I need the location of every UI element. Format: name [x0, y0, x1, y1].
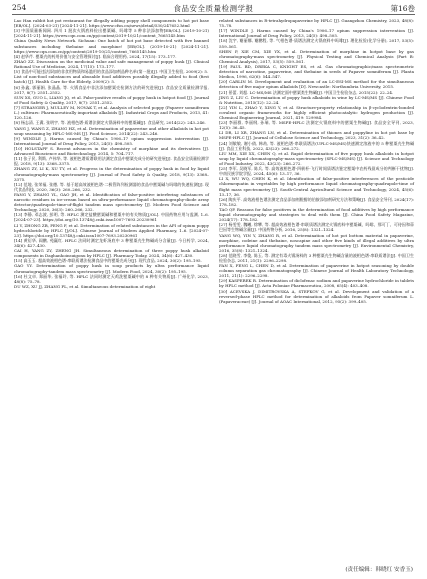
references-left-column — [14, 18, 209, 289]
reference-entry: LI Y, ZHONG ZB, PENG F, et al. Determination of related substances in the API of opium poppy hydrochloride by HPLC [J/OL]. Chinese Journal of Modern Applied Pharmacy, 1–6. [2024-07-23]. https://doi.org/10.13748/j.cnki.issn1007-7693.20230961 — [14, 222, 209, 238]
references-right-column — [219, 18, 414, 304]
reference-entry: TAO QP. Reasons for false positives in the determination of food additives by high performance liquid chromatography and strategies to deal with them [J]. China Food Safety Magazine, 2024(17): 178–182. — [219, 206, 414, 223]
reference-entry: DU WZ, XU JJ, ZHANG FL, et al. Simultaneous determination of eight — [14, 283, 156, 289]
reference-entry: YANG J, WANG Z, ZHANG HZ, et al. Determination of papaverine and other alkaloids in hot pot soup seasoning by HPLC-MS-MS [J]. Food Science, 2014(22): 243–246. — [14, 125, 209, 136]
reference-entry: YANG WQ, YIN Y, ZHANG R, et al. Determination of hot pot bottom material in papaverine, morphine, codeine and thebaine, noscapine and other five kinds of illegal additives by ultra performance liquid chromatography tandem mass spectrometry [J]. Environmental Chemistry, 2016, 35(8): 1321–1324. — [219, 232, 414, 253]
reference-entry: SUN XS, GUO L, LIANG JQ, et al. False-positive results of poppy husk in hotpot food [J]. Journal of Food Safety & Quality, 2017, 8(7): 2551–2552. — [14, 94, 209, 105]
journal-title: 食品安全质量检测学报 — [173, 4, 254, 13]
reference-entry: related substances in R-tetrahydropapaverine by HPLC [J]. Guangzhou Chemistry, 2023, 48(8): 75–78. — [219, 18, 414, 29]
reference-entry: [13] 李静, 邓志波, 彭明, 等. HPLC 测定盐酸罂粟碱和罂粟中的有关物质[J/OL]. 中国药物应用与监测, 1–6. [2024-07-23]. https://doi.org/10.13748/j.cnki.issn1007-7693.20230961 — [14, 212, 209, 223]
reference-entry: [16] 杜文卓, 郑丽华, 张福玲, 等. HPLC 法同时测定天鸡洗罂粟碱中的 8 种有关物质[J]. 广州化学, 2023, 48(8): 75–78. — [14, 273, 209, 284]
editor-credit: (责任编辑：韩晓红 安香玉) — [345, 567, 413, 573]
reference-entry: [27] 杨雯雯, 魏曦, 徐攀, 等. 超高效液相色谱-串联质谱法测定火锅底料中罂粟碱、吗啡、那可丁、可待因和蒂巴因等生物碱含量[J]. 中国药物分析, 2016, 25(8): 1321–1324. — [219, 222, 414, 233]
reference-entry: [3] 中国质量新闻网. 四川 1 批次火锅底料检出罂粟碱、吗啡等 5 种非法添加物[EB/OL]. (2019-10-21) [2024-11-21]. https://www.cqn.com.cn/pp/content/2019-10/21/content_7665145.htm — [14, 28, 209, 39]
reference-entry: LI X, WU WQ, CHEN K, et al. Identification of false-positive interferences of the pesticide chlormequatin in vegetables by high performance liquid chromatography-quadrupole-time of flight mass spectrometry [J]. South-Central Agricultural Science and Technology, 2024, 45(6): 13–17, 36. — [219, 176, 414, 197]
reference-entry: FANG Y, ZHANG YL, GAO JH, et al. Identification of false-positive interfering substances of narcotic residues in ice-cream based on ultra-performance liquid chromatography-diode array detector/quadrupole-time-of-flight tandem mass spectrometry [J]. Modern Food Science and Technology, 2020, 36(3): 260–266, 232. — [14, 191, 209, 213]
reference-entry: LIU MM, XIE XX, CHEN Q, et al. Rapid determination of five poppy husk alkaloids in hotpot soup by liquid chromatography-mass spectrometry (SPLC-MS/MS) [J]. Science and Technology of Food Industry, 2022, 43(23): 266–272. — [219, 150, 414, 166]
reference-entry: ZHANG ZY, LI K, XU TY, et al. Progress in the determination of poppy husk in food by liquid chromatography-mass spectrometry [J]. Journal of Food Safety & Quality, 2018, 9(13): 3368–3375. — [14, 166, 209, 182]
reference-entry: [22] YIN L, ZHAO Y, XING Y, et al. Structure-property relationship in β-cyclodextrin-bonded covalent organic frameworks for highly efficient photocatalytic hydrogen production [J]. Chemical Engineering Journal, 2021, 419: 129984. — [219, 104, 414, 121]
reference-entry: [19] PAUL BD, DREKA C, KNIGHT ES, et al. Gas chromatographic/mass spectrometric detection of narcotine, papaverine, and thebaine in seeds of Papaver somniferum [J]. Planta Medica, 1996, 62(6): 544–547. — [219, 63, 414, 80]
reference-entry: SHEN P, XIE CM, XIE YX, et al. Determination of morphine in hotpot base by gas chromatography-mass spectrometry [J]. Physical Testing and Chemical Analysis (Part B: Chemical Analysis), 2017, 53(5): 559–561. — [219, 48, 414, 64]
reference-entry: [11] 张子民, 利斯, 卢伟华, 等. 液相色谱质谱联用法测定食品中罂粟壳成分的研究进展[J]. 食品安全质量检测学报, 2018, 9(13): 3368–3375. — [14, 156, 209, 167]
reference-entry: [20] CARLIN M. Development and evaluation of an LC-ESI-MS method for the simultaneous detection of five major opium alkaloids [D]. Newcastle: Northumbria University, 2015. — [219, 79, 414, 90]
reference-entry: [25] 李军, 吴晓军, 陈兵, 等. 高效液相色谱-四极杆-飞行时间质谱法鉴定罂粟中农药残留成分的判断干扰物[J]. 中南民族学院学报, 2024, 45(6): 13–17, 36. — [219, 166, 414, 177]
reference-entry: [29] KASPEREK R. Determination of diclofenac sodium and papaverine hydrochloride in tablets by HPLC method [J]. Acta Poloniae Pharmaceutica, 2008, 65(4): 403–408. — [219, 278, 414, 289]
reference-entry: [17] WINDLE J. Harms caused by China's 1906–17 opium suppression intervention [J]. International Journal of Drug Policy, 2013, 24(5): 498–505. — [219, 28, 414, 39]
reference-entry: [23] 李丽群, 李丽纲, 孙瑞, 等. MSPE-HPLC 法测定火锅底料中的罂粟生物碱[J]. 食品安全导刊, 2023, 12(5): 36–45. — [219, 120, 414, 131]
reference-entry: [26] 陶庆平. 高效液相色谱法测定食品添加剂脱醇的伯胺添加剂研究方法和策略[J]. 食品安全导刊, 2024(17): 178–182. — [219, 196, 414, 207]
reference-entry: [21] 景蕾, 刘超. LC-MS/MS 法测定面中罂粟类生物碱[J]. 中国卫生检验杂志, 2015(22): 22–24. — [219, 89, 394, 95]
reference-entry: [28] 范晓雪, 李俊, 陈玉, 等. 测定有毒火锅汤料的 3 种罂粟壳生物碱含量的液相色谱-串联质谱法[J]. 中国卫生检验杂志, 2011, 21(1): 2296–2298. — [219, 252, 414, 263]
reference-entry: [30] ACEVSKA J, DIMITROVSKA A, STEFKOV G, et al. Development and validation of a reversed-phase HPLC method for determination of alkaloids from Papaver somniferum L. (Papaveraceae) [J]. Journal of AOAC International, 2012, 95(2): 399–405. — [219, 288, 414, 304]
reference-entry: ZHAO ZZ. Discussion on the medicinal value and safe management of poppy husk [J]. Clinical Rational Use of Medicine, 2024, 17(15): 173–177. — [14, 58, 209, 69]
header-rule — [12, 14, 415, 15]
reference-entry: [12] 范地, 张荣福, 张德, 等. 基于超高效液相色谱-二极管阵列检测器的食品中罂粟碱与吗啡的快速检测[J]. 现代食品科技, 2020, 36(3): 260–266, 232. — [14, 181, 209, 192]
reference-entry: [5] 食品中可能违法添加的非食用物质和易滥用的食品添加剂品种名单(第一批)[J]. 中国卫生检验, 2009(2): 5. — [14, 69, 209, 75]
reference-entry: JING Z, LIU C. Determination of poppy husk alkaloids in wine by LC-MS/MS [J]. Chinese Food & Nutrition, 2015(12): 22–24. — [219, 94, 414, 105]
page-number: 254 — [12, 3, 27, 12]
reference-entry: China Quality News Network. Sichuan: One batch of hot pot base detected with five banned substances including thebaine and morphine! [EB/OL]. (2019-10-21) [2024-11-21]. https://www.cqn.com.cn/pp/content/2019-10/21/content_7665145.htm — [14, 38, 209, 54]
reference-entry: [7] STRANGER J, MULLEY M, NOVAK T, et al. Analysis of selected poppy (Papaver somniferum L.) cultivars: Pharmaceutically important alkaloids [J]. Industrial Crops and Products, 2013, 41: 120–126. — [14, 105, 209, 121]
reference-entry: GAO YY. Determination of poppy husk in soup products by ultra performance liquid chromatography-tandem mass spectrometry [J]. Modern Food, 2024, 30(2): 195–195. — [14, 263, 209, 274]
reference-entry: [15] 高玉玉. 超高效液相色谱-串联质谱法检测食品中的罂粟壳成分[J]. 现代食品, 2024, 30(2): 195–195. — [14, 258, 202, 264]
reference-entry: Lao Han rabbit hot pot restaurant for illegally adding poppy shell components to hot pot base [EB/OL]. (2024-03-21) [2024-11-21]. https://www.cfsn.cn/news/detail/530/247652.html — [14, 18, 209, 29]
reference-entry: [18] 沈宇, 谢丽娜, 谢鹏程, 等. 气相色谱-质谱法测定火锅底料中吗啡[J]. 理化检验(化学分册), 2017, 53(5): 559–561. — [219, 38, 414, 49]
reference-entry: FAN X, FENG L, CHEN D, et al. Determination of papaverine in hotpot seasoning by double column separation gas chromatography [J]. Chinese Journal of Health Laboratory Technology, 2011, 21(1): 2296–2298. — [219, 263, 414, 279]
reference-entry: [24] 刘敏敏, 谢小倩, 韩劫, 等. 液相色谱-串联质谱法(UPLC-MS/MS)快速测定溶液中的 5 种罂粟壳生物碱[J]. 食品工业科技, 2022, 43(23): 266–272. — [219, 140, 414, 151]
reference-entry: [4] 赵华芹. 罂粟壳的药用价值与安全管理探讨[J]. 临床合理用药, 2024, 17(15): 173–177. — [14, 53, 177, 59]
reference-entry: CAI H, YANG ZY, ZHENG JH. Simultaneous determination of three poppy husk alkaloid components in Daghanhoinsuigonu by HPLC [J]. Pharmacy Today, 2024, 34(6): 427–430. — [14, 248, 209, 259]
reference-entry: [9] WINDLE J. Harms caused by China's 1906–17 opium suppression intervention [J]. International Journal of Drug Policy, 2013, 24(5): 498–505. — [14, 135, 209, 146]
reference-entry: [6] 孙鑫, 郭丽娟, 张晶晶, 等. 火锅食品中非法添加罂粟壳检测方法的研究进展[J]. 食品安全质量检测学报, 2017, 8(7): 2551–2552. — [14, 84, 209, 95]
reference-entry: List of non-food substances and abusable food additives possibly illegally added to food (first batch) [J]. Health Care for the Elderly, 2009(2): 5. — [14, 74, 209, 85]
volume-label: 第16卷 — [390, 4, 415, 13]
reference-entry: LI DR, LI XR, ZHANG LN, et al. Determination of thiones and poppyline in hot pot base by MSPE-HPLC [J]. Journal of Cellulose Science and Technology, 2023, 31(2): 36–42. — [219, 130, 414, 141]
reference-entry: [10] HOLSTAPF S. Recent advances in the chemistry of morphine and its derivatives [J]. Advanced Bioscience and Biotechnology, 2014, 5: 704–717. — [14, 146, 209, 157]
reference-entry: [8] 杨志清, 王冀, 张明宇, 等. 液相色谱-质谱法测定火锅汤料中的罂粟碱[J]. 食品研究, 2014(22): 243–246. — [14, 120, 206, 126]
reference-entry: [14] 黄衍华, 阎鹏, 苑赢红. HPLC 法同时测定龙虾汤底中 3 种罂粟壳生物碱成分含量[J]. 今日药学, 2024, 34(6): 427–430. — [14, 237, 209, 248]
